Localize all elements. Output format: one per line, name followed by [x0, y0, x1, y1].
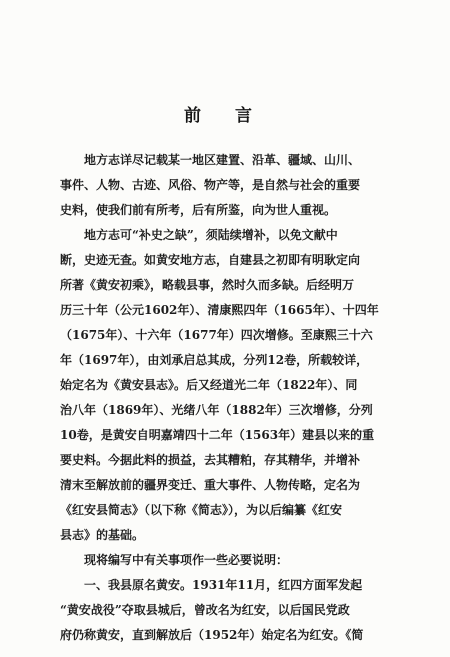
text-line: 史料，使我们前有所考，后有所鉴，向为世人重视。 — [60, 203, 337, 217]
text-line: “黄安战役”夺取县城后，曾改名为红安，以后国民党政 — [60, 603, 350, 617]
text-line: 要史料。今据此料的损益，去其糟粕，存其精华，并增补 — [60, 453, 361, 467]
text-line: 清末至解放前的疆界变迁、重大事件、人物传略，定名为 — [60, 478, 361, 492]
text-line: 年（1697年），由刘承启总其成，分列12卷，所载较详， — [60, 353, 369, 367]
text-line: 治八年（1869年）、光绪八年（1882年）三次增修，分列 — [60, 403, 373, 417]
text-line: 始定名为《黄安县志》。后又经道光二年（1822年）、同 — [60, 378, 358, 392]
text-line: 县志》的基础。 — [60, 528, 145, 542]
text-line: 地方志可“补史之缺”，须陆续增补，以免文献中 — [84, 228, 338, 242]
text-line: 事件、人物、古迹、风俗、物产等，是自然与社会的重要 — [60, 178, 361, 192]
text-line: （1675年）、十六年（1677年）四次增修。至康熙三十六 — [60, 328, 373, 342]
text-line: 10卷，是黄安自明嘉靖四十二年（1563年）建县以来的重 — [60, 428, 375, 442]
text-line: 府仍称黄安，直到解放后（1952年）始定名为红安。《简 — [60, 628, 364, 642]
text-line: 一、我县原名黄安。1931年11月，红四方面军发起 — [84, 578, 363, 592]
text-line: 现将编写中有关事项作一些必要说明： — [84, 553, 289, 567]
page-title: 前 言 — [184, 106, 266, 126]
text-line: 断，史迹无查。如黄安地方志，自建县之初即有明耿定向 — [60, 253, 361, 267]
text-line: 地方志详尽记载某一地区建置、沿革、疆域、山川、 — [84, 153, 361, 167]
text-line: 《红安县简志》（以下称《简志》），为以后编纂《红安 — [60, 503, 343, 517]
text-line: 历三十年（公元1602年）、清康熙四年（1665年）、十四年 — [60, 303, 379, 317]
text-line: 所著《黄安初乘》，略载县事，然时久而多缺。后经明万 — [60, 278, 355, 292]
